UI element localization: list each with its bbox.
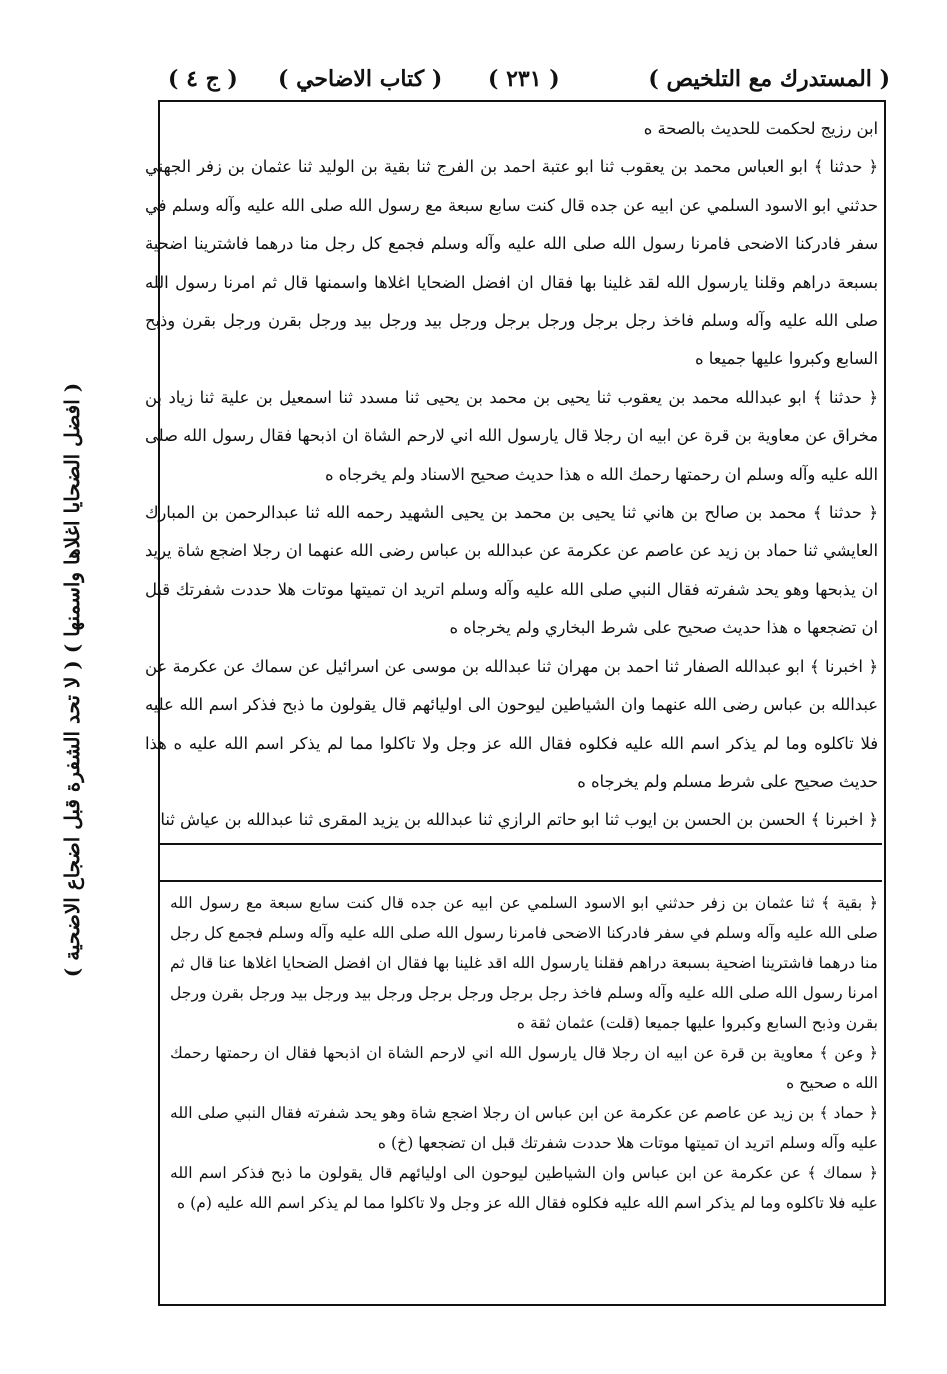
note-paragraph: ﴿ بقية ﴾ ثنا عثمان بن زفر حدثني ابو الاسود السلمي عن ابيه عن جده قال كنت سابع سبعة مع رسول الله صلى الله عليه وآله وسلم في سفر فادركنا الاضحى فامرنا رسول الله صلى الله عليه وآله وسلم فجمع كل رجل منا درهما فاشترينا اضحية بسبعة دراهم فقلنا يارسول الله اقد غلينا بها فقال ان افضل الضحايا اغلاها عنا قال ثم امرنا رسول الله صلى الله عليه وآله وسلم فاخذ رجل برجل ورجل برجل ورجل بيد ورجل بيد ورجل بقرن ورجل بقرن وذبح السابع وكبروا عليها جميعا (قلت) عثمان ثقة ه [170,894,878,1032]
volume-number: ( ج ٤ ) [168,66,238,92]
main-paragraph: ﴿ اخبرنا ﴾ ابو عبدالله الصفار ثنا احمد بن مهران ثنا عبدالله بن موسى عن اسرائيل عن سماك عن عكرمة عن عبدالله بن عباس رضى الله عنهما وان الشياطين ليوحون الى اوليائهم قال يقولون ما ذبح فذكر اسم الله عليه فلا تاكلوه وما لم يذكر اسم الله عليه فكلوه فقال الله عز وجل ولا تاكلوا مما لم يذكر اسم الله عليه ه هذا حديث صحيح على شرط مسلم ولم يخرجاه ه [145,656,878,791]
note-paragraph: ﴿ وعن ﴾ معاوية بن قرة عن ابيه ان رجلا قال يارسول الله اني لارحم الشاة ان اذبحها فقال ان رحمتها رحمك الله ه صحيح ه [170,1044,878,1092]
main-paragraph: ابن رزيج لحكمت للحديث بالصحة ه [643,119,878,138]
main-paragraph: ﴿ اخبرنا ﴾ الحسن بن الحسن بن ايوب ثنا ابو حاتم الرازي ثنا عبدالله بن يزيد المقرى ثنا عبدالله بن عياش ثنا [160,810,878,830]
note-paragraph: ﴿ حماد ﴾ بن زيد عن عاصم عن عكرمة عن ابن عباس ان رجلا اضجع شاة وهو يحد شفرته فقال النبي صلى الله عليه وآله وسلم اتريد ان تميتها موتات هلا حددت شفرتك قبل ان تضجعها (خ) ه [170,1104,878,1152]
divider [160,843,882,845]
margin-area [22,240,122,1120]
margin-note: ( افضل الضحايا اغلاها واسمنها ) ( لا تحد الشفرة قبل اضجاع الاضحية ) [60,382,84,978]
main-paragraph: ﴿ حدثنا ﴾ ابو العباس محمد بن يعقوب ثنا ابو عتبة احمد بن الفرج ثنا بقية بن الوليد ثنا عثمان بن زفر الجهني حدثني ابو الاسود السلمي عن ابيه عن جده قال كنت سابع سبعة مع رسول الله صلى الله عليه وآله وسلم في سفر فادركنا الاضحى فامرنا رسول الله صلى الله عليه وآله وسلم فجمع كل رجل منا درهما فاشترينا اضحية بسبعة دراهم وقلنا يارسول الله لقد غلينا بها فقال ان افضل الضحايا اغلاها واسمنها قال ثم امرنا رسول الله صلى الله عليه وآله وسلم فاخذ رجل برجل ورجل برجل ورجل بيد ورجل بيد ورجل بقرن ورجل بقرن وذبح السابع وكبروا عليها جميعا ه [145,157,878,369]
page-header [150,62,890,102]
book-title: ( المستدرك مع التلخيص ) [648,66,890,92]
divider [160,880,882,882]
note-paragraph: ﴿ سماك ﴾ عن عكرمة عن ابن عباس وان الشياطين ليوحون الى اوليائهم قال يقولون ما ذبح فذكر اسم الله عليه فلا تاكلوه وما لم يذكر اسم الله عليه فكلوه فقال الله عز وجل ولا تاكلوا مما لم يذكر اسم الله عليه (م) ه [170,1164,878,1212]
main-paragraph: ﴿ حدثنا ﴾ ابو عبدالله محمد بن يعقوب ثنا يحيى بن محمد بن يحيى ثنا مسدد ثنا اسمعيل بن علية ثنا زياد بن مخراق عن معاوية بن قرة عن ابيه ان رجلا قال يارسول الله اني لارحم الشاة ان اذبحها فقال رسول الله صلى الله عليه وآله وسلم ان رحمتها رحمك الله ه هذا حديث صحيح الاسناد ولم يخرجاه ه [145,387,878,484]
page-number: ( ٢٣١ ) [488,66,560,92]
main-paragraph: ﴿ حدثنا ﴾ محمد بن صالح بن هاني ثنا يحيى بن محمد بن يحيى الشهيد رحمه الله ثنا عبدالرحمن بن المبارك العايشي ثنا حماد بن زيد عن عاصم عن عكرمة عن عبدالله بن عباس رضى الله عنهما ان رجلا اضجع شاة يريد ان يذبحها وهو يحد شفرته فقال النبي صلى الله عليه وآله وسلم اتريد ان تميتها موتات هلا حددت شفرتك قبل ان تضجعها ه هذا حديث صحيح على شرط البخاري ولم يخرجاه ه [145,503,878,638]
commentary-section [170,888,878,1296]
chapter-title: ( كتاب الاضاحي ) [278,66,443,92]
main-text [145,110,878,835]
